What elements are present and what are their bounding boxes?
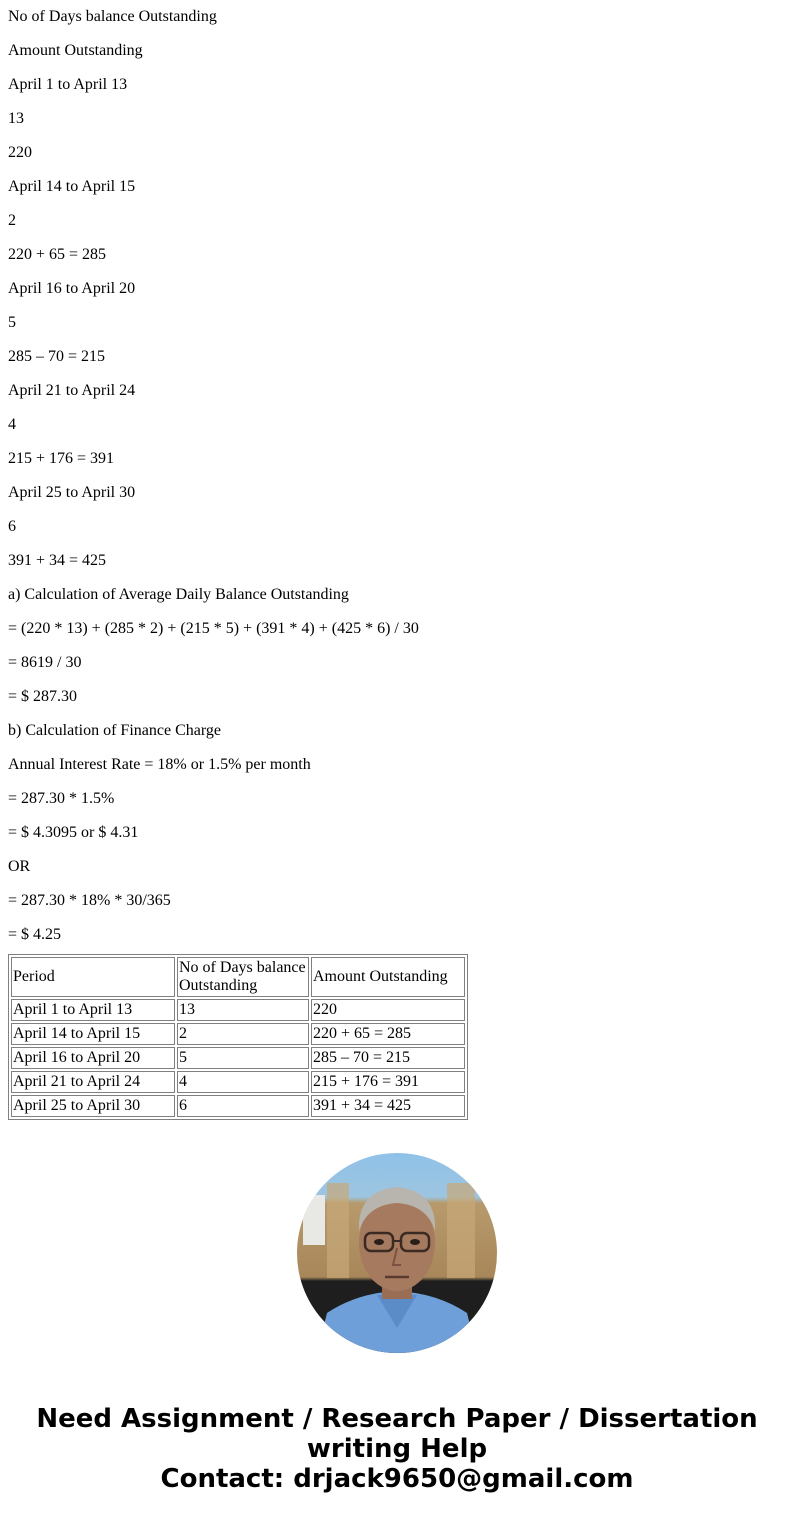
table-header-cell: Period (11, 957, 175, 997)
table-cell: 285 – 70 = 215 (311, 1047, 465, 1069)
section-heading-average-daily-balance: a) Calculation of Average Daily Balance Outstanding (8, 586, 349, 603)
banner-line-1: Need Assignment / Research Paper / Dissertation (36, 1404, 758, 1434)
text-line: 220 (8, 144, 32, 161)
table-cell: April 21 to April 24 (11, 1071, 175, 1093)
text-line: 6 (8, 518, 16, 535)
table-cell: April 25 to April 30 (11, 1095, 175, 1117)
text-line: April 21 to April 24 (8, 382, 136, 399)
banner-line-2: writing Help (306, 1434, 488, 1464)
table-header-cell: Amount Outstanding (311, 957, 465, 997)
text-line: 220 + 65 = 285 (8, 246, 107, 263)
formula-line: = 287.30 * 18% * 30/365 (8, 892, 171, 909)
balance-table (8, 954, 468, 1120)
formula-line: = 287.30 * 1.5% (8, 790, 115, 807)
table-cell: 391 + 34 = 425 (311, 1095, 465, 1117)
table-header-cell: No of Days balance Outstanding (177, 957, 309, 997)
result-line: = $ 4.25 (8, 926, 62, 943)
table-cell: 2 (177, 1023, 309, 1045)
text-line: 4 (8, 416, 16, 433)
formula-line: = (220 * 13) + (285 * 2) + (215 * 5) + (391 * 4) + (425 * 6) / 30 (8, 620, 419, 637)
text-line: OR (8, 858, 31, 875)
table-header-row (11, 957, 465, 997)
text-line: April 16 to April 20 (8, 280, 136, 297)
text-line: No of Days balance Outstanding (8, 8, 217, 25)
table-cell: 6 (177, 1095, 309, 1117)
text-line: 5 (8, 314, 16, 331)
table-cell: 220 + 65 = 285 (311, 1023, 465, 1045)
contact-email: Contact: drjack9650@gmail.com (160, 1464, 634, 1494)
section-heading-finance-charge: b) Calculation of Finance Charge (8, 722, 221, 739)
text-line: Annual Interest Rate = 18% or 1.5% per month (8, 756, 311, 773)
table-cell: April 16 to April 20 (11, 1047, 175, 1069)
table-row (11, 1047, 465, 1069)
table-row (11, 1071, 465, 1093)
table-cell: 5 (177, 1047, 309, 1069)
text-line: April 25 to April 30 (8, 484, 136, 501)
table-cell: April 14 to April 15 (11, 1023, 175, 1045)
table-cell: April 1 to April 13 (11, 999, 175, 1021)
text-line: April 14 to April 15 (8, 178, 136, 195)
contact-banner (0, 1404, 794, 1494)
result-line: = $ 287.30 (8, 688, 78, 705)
text-line: 391 + 34 = 425 (8, 552, 107, 569)
table-row (11, 999, 465, 1021)
table-cell: 13 (177, 999, 309, 1021)
person-photo-icon (297, 1153, 497, 1353)
table-cell: 215 + 176 = 391 (311, 1071, 465, 1093)
table-cell: 220 (311, 999, 465, 1021)
text-line: 13 (8, 110, 24, 127)
avatar (297, 1153, 497, 1353)
table-row (11, 1023, 465, 1045)
table-cell: 4 (177, 1071, 309, 1093)
text-line: Amount Outstanding (8, 42, 143, 59)
result-line: = $ 4.3095 or $ 4.31 (8, 824, 139, 841)
text-line: 215 + 176 = 391 (8, 450, 115, 467)
text-line: 285 – 70 = 215 (8, 348, 106, 365)
table-row (11, 1095, 465, 1117)
text-line: 2 (8, 212, 16, 229)
text-line: April 1 to April 13 (8, 76, 128, 93)
formula-line: = 8619 / 30 (8, 654, 82, 671)
